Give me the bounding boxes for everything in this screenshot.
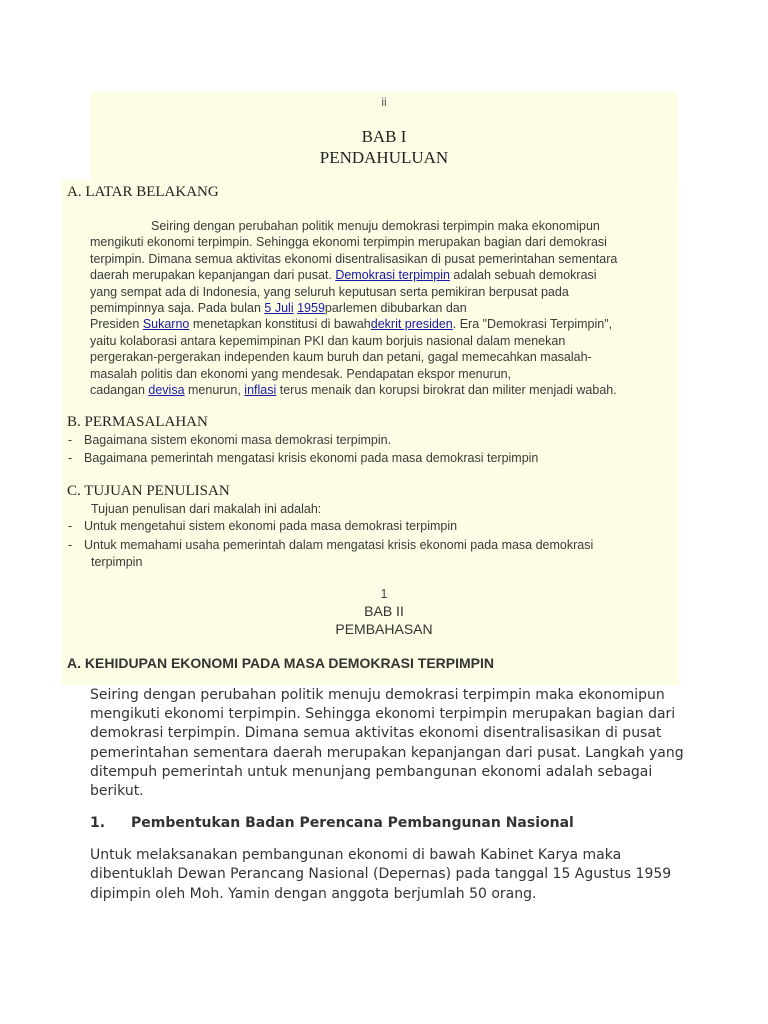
body-line: ditempuh pemerintah untuk menunjang pembangunan ekonomi adalah sebagai <box>90 764 653 780</box>
body-line: berikut. <box>90 783 144 799</box>
paragraph-text: terus menaik dan korupsi birokrat dan militer menjadi wabah. <box>276 383 617 397</box>
body-line: demokrasi terpimpin. Dimana semua aktivitas ekonomi disentralisasikan di pusat <box>90 725 662 741</box>
body-line: dibentuklah Dewan Perancang Nasional (Depernas) pada tanggal 15 Agustus 1959 <box>90 866 672 882</box>
list-item-continuation: terpimpin <box>91 555 143 569</box>
paragraph-line <box>90 382 680 398</box>
hyperlink[interactable]: 5 Juli <box>264 301 294 315</box>
paragraph-line <box>90 284 680 300</box>
paragraph-text: adalah sebuah demokrasi <box>449 268 597 283</box>
list-item: Bagaimana sistem ekonomi masa demokrasi terpimpin. <box>84 433 392 447</box>
chapter1-number: BAB I <box>361 127 407 146</box>
body-line: dipimpin oleh Moh. Yamin dengan anggota berjumlah 50 orang. <box>90 886 537 902</box>
hyperlink[interactable]: inflasi <box>244 383 277 397</box>
list-item: Untuk memahami usaha pemerintah dalam mengatasi krisis ekonomi pada masa demokrasi <box>84 538 594 552</box>
paragraph-line <box>90 333 680 349</box>
section-a-heading: A. LATAR BELAKANG <box>67 184 219 200</box>
paragraph-text: parlemen dibubarkan dan <box>324 301 467 315</box>
bullet-marker: - <box>68 451 73 465</box>
section-b-heading: B. PERMASALAHAN <box>67 414 208 430</box>
paragraph-line <box>90 349 680 365</box>
list-item: Untuk mengetahui sistem ekonomi pada masa demokrasi terpimpin <box>84 519 458 533</box>
paragraph-line <box>90 251 680 267</box>
hyperlink[interactable]: Demokrasi terpimpin <box>335 268 450 283</box>
chapter2-title: PEMBAHASAN <box>335 621 433 637</box>
paragraph-line <box>90 366 680 382</box>
paragraph-text: Seiring dengan perubahan politik menuju demokrasi terpimpin maka ekonomipun <box>151 219 600 233</box>
list-item: Bagaimana pemerintah mengatasi krisis ekonomi pada masa demokrasi terpimpin <box>84 451 539 465</box>
paragraph-text: pemimpinnya saja. Pada bulan <box>90 301 265 315</box>
paragraph-line <box>90 300 680 316</box>
hyperlink[interactable]: devisa <box>148 383 185 397</box>
paragraph-line <box>90 267 680 283</box>
hyperlink[interactable]: Sukarno <box>142 317 190 332</box>
hyperlink[interactable]: dekrit presiden <box>370 317 453 332</box>
paragraph-text: cadangan <box>90 383 149 397</box>
body-line: mengikuti ekonomi terpimpin. Sehingga ekonomi terpimpin merupakan bagian dari <box>90 706 676 722</box>
section-c-intro: Tujuan penulisan dari makalah ini adalah: <box>91 502 322 516</box>
page-marker: ii <box>381 95 387 109</box>
paragraph-text: daerah merupakan kepanjangan dari pusat. <box>90 268 336 283</box>
body-line: Untuk melaksanakan pembangunan ekonomi di bawah Kabinet Karya maka <box>90 847 622 863</box>
page-number: 1 <box>380 587 388 601</box>
bullet-marker: - <box>68 433 73 447</box>
hyperlink[interactable]: 1959 <box>297 301 325 315</box>
section-c-heading: C. TUJUAN PENULISAN <box>67 483 230 499</box>
chapter1-title: PENDAHULUAN <box>319 148 449 167</box>
paragraph-text: pergerakan-pergerakan independen kaum buruh dan petani, gagal memecahkan masalah- <box>90 350 592 365</box>
paragraph-text: masalah politis dan ekonomi yang mendesak. Pendapatan ekspor menurun, <box>90 366 512 381</box>
paragraph-text: yang sempat ada di Indonesia, yang seluruh keputusan serta pemikiran berpusat pada <box>90 284 569 299</box>
paragraph-text: menetapkan konstitusi di bawah <box>189 317 371 332</box>
body-line: Seiring dengan perubahan politik menuju demokrasi terpimpin maka ekonomipun <box>90 687 665 703</box>
body-line: pemerintahan sementara daerah merupakan kepanjangan dari pusat. Langkah yang <box>90 745 684 761</box>
paragraph-text: . Era "Demokrasi Terpimpin", <box>452 317 613 332</box>
paragraph-text: menurun, <box>184 383 245 397</box>
paragraph-text: yaitu kolaborasi antara kepemimpinan PKI dan kaum borjuis nasional dalam menekan <box>90 333 566 348</box>
subsection-title: Pembentukan Badan Perencana Pembangunan Nasional <box>131 815 574 831</box>
paragraph-text: terpimpin. Dimana semua aktivitas ekonomi disentralisasikan di pusat pemerintahan sementara <box>90 251 618 266</box>
chapter2-number: BAB II <box>364 603 404 619</box>
paragraph-text: Presiden <box>90 317 143 332</box>
paragraph-line <box>90 316 680 332</box>
bullet-marker: - <box>68 519 73 533</box>
paragraph-text: mengikuti ekonomi terpimpin. Sehingga ekonomi terpimpin merupakan bagian dari demokrasi <box>90 235 607 250</box>
paragraph-line <box>90 234 680 250</box>
chapter2-section-a-heading: A. KEHIDUPAN EKONOMI PADA MASA DEMOKRASI TERPIMPIN <box>67 655 495 671</box>
subsection-number: 1. <box>90 815 106 831</box>
paragraph-line <box>151 218 741 234</box>
bullet-marker: - <box>68 538 73 552</box>
